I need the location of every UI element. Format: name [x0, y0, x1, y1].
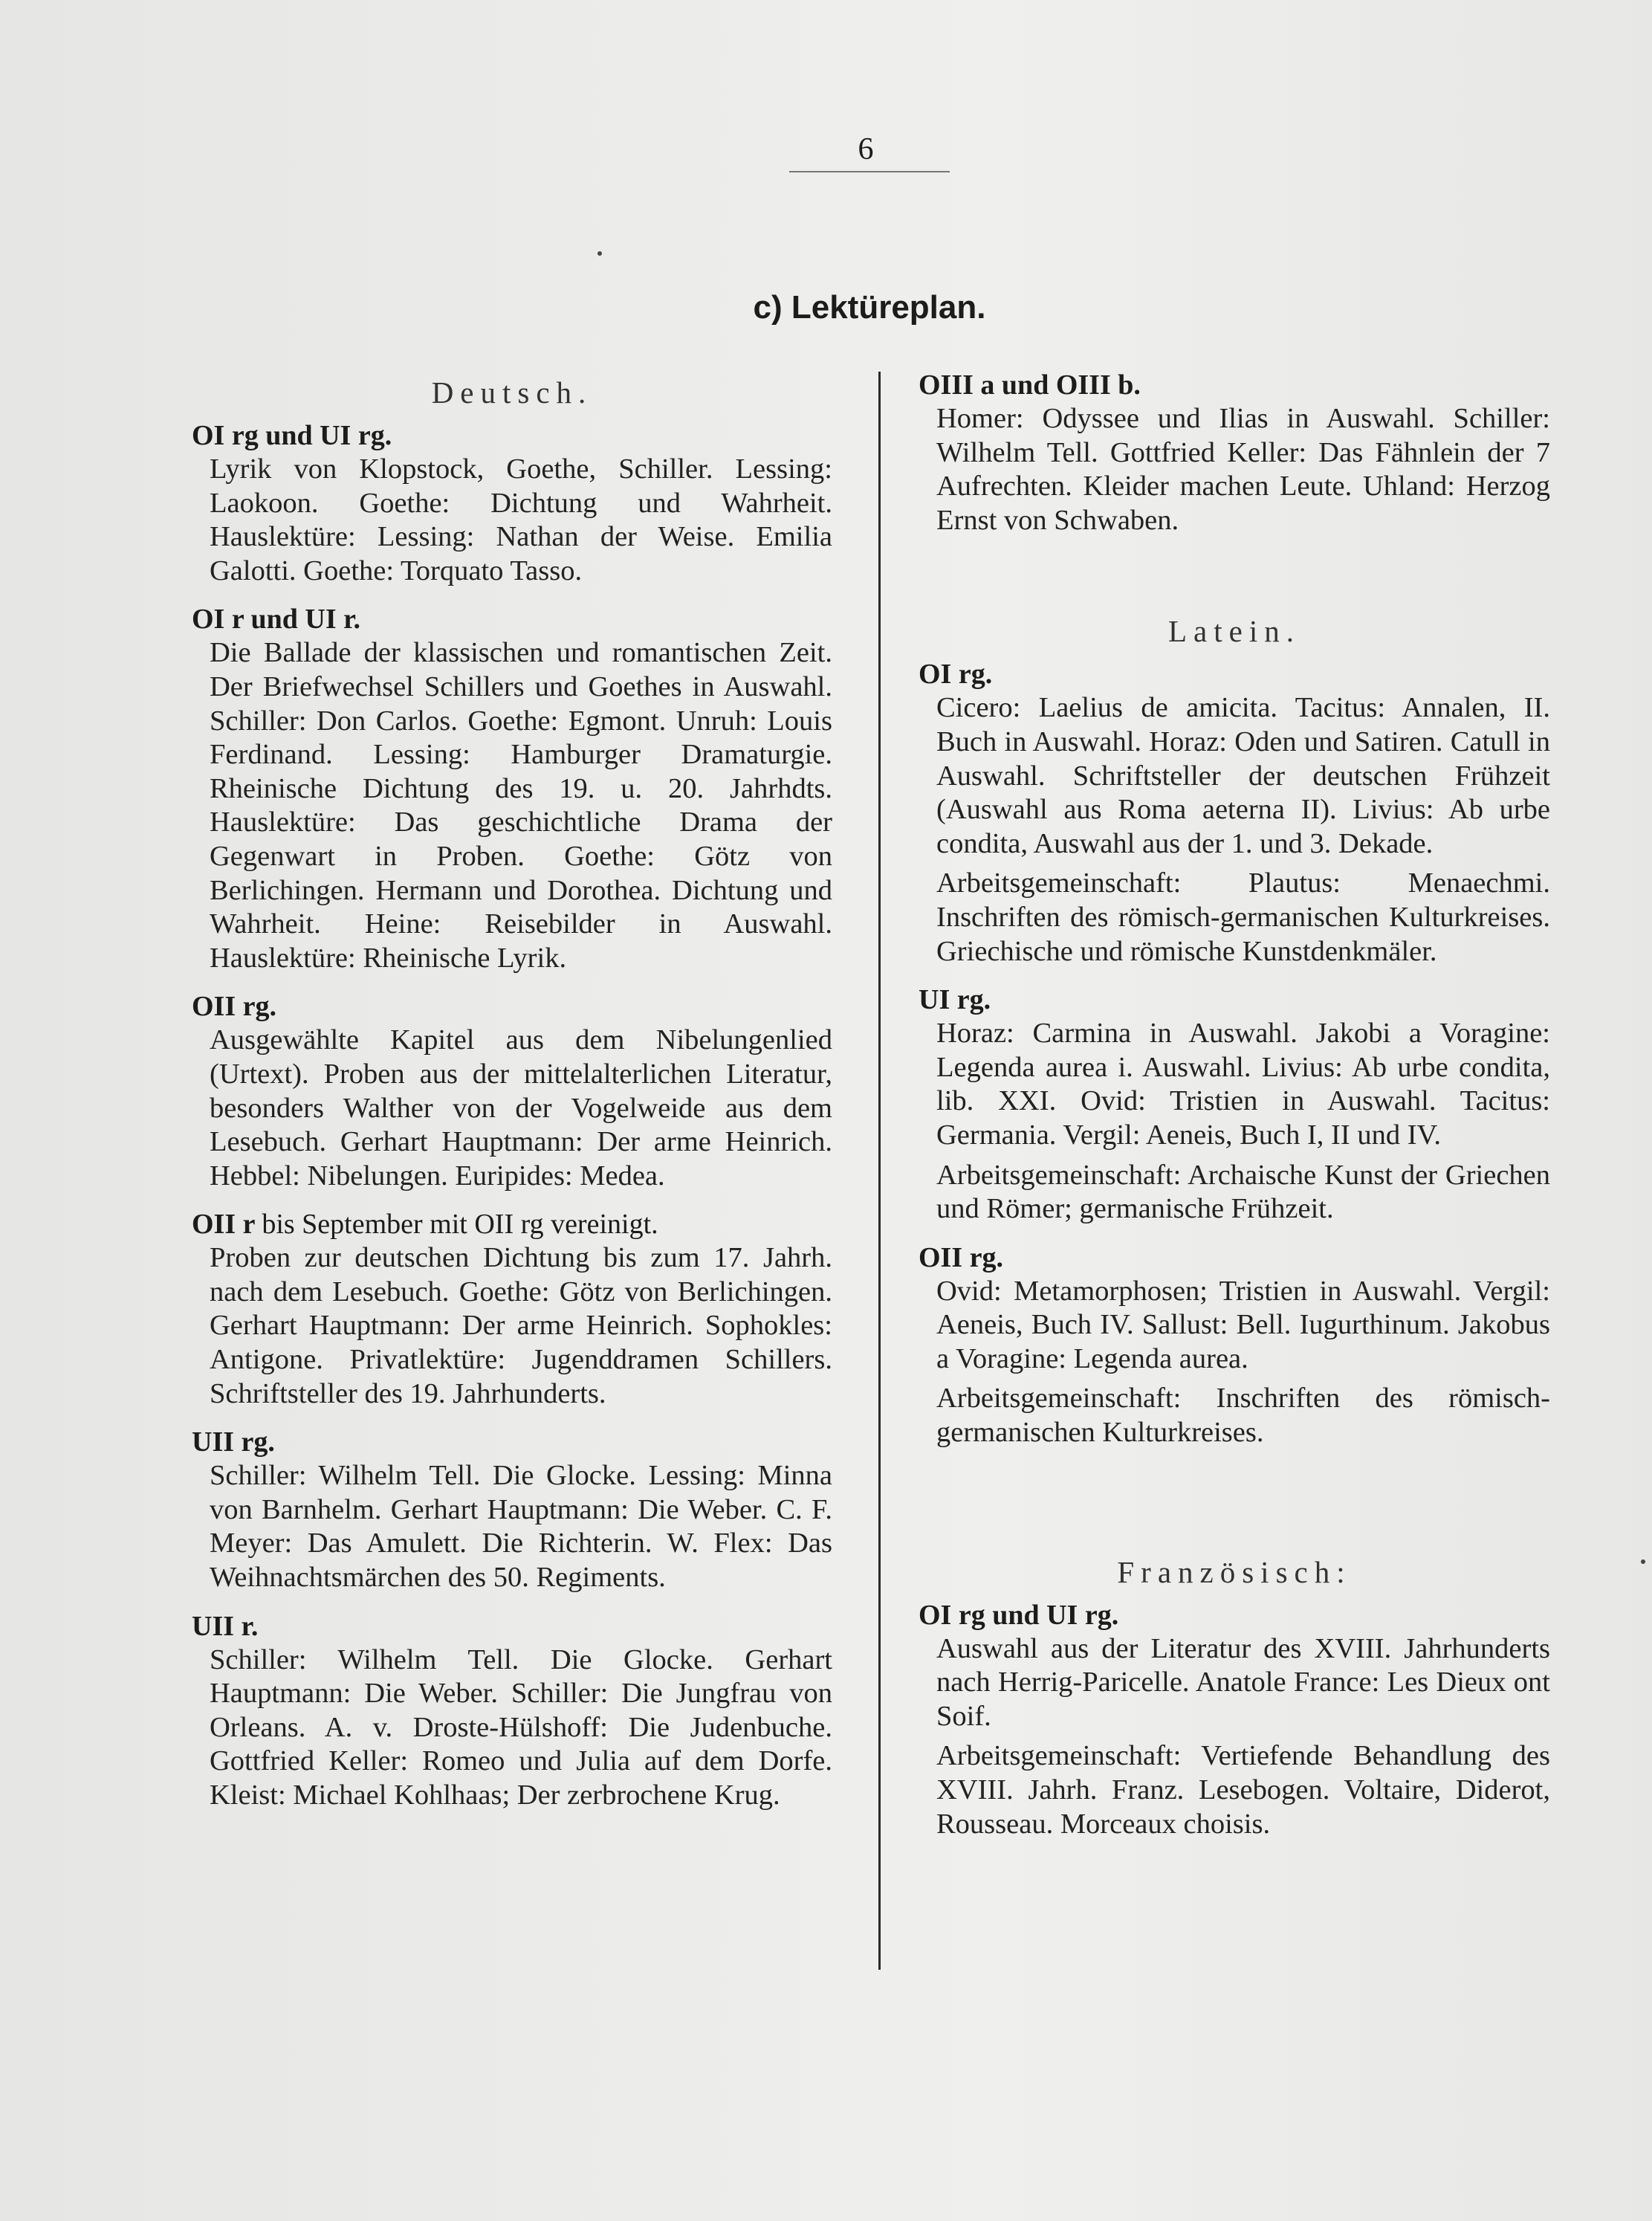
section-text: Homer: Odyssee und Ilias in Auswahl. Schiller: Wilhelm Tell. Gottfried Keller: Das Fähnlein der 7 Aufrechten. Kleider machen Leute. Uhland: Herzog Ernst von Schwaben. [936, 403, 1550, 536]
section-text: Ausgewählte Kapitel aus dem Nibelungenlied (Urtext). Proben aus der mittelalterlichen Literatur, besonders Walther von der Vogelweide aus dem Lesebuch. Gerhart Hauptmann: Der arme Heinrich. Hebbel: Nibelungen. Euripides: Medea. [210, 1024, 832, 1192]
subject-heading-latein: Latein. [1168, 614, 1300, 649]
arbeitsgemeinschaft-text: Arbeitsgemeinschaft: Vertiefende Behandlung des XVIII. Jahrh. Franz. Lesebogen. Voltaire, Diderot, Rousseau. Morceaux choisis. [936, 1740, 1550, 1840]
section-text: Horaz: Carmina in Auswahl. Jakobi a Voragine: Legenda aurea i. Auswahl. Livius: Ab urbe condita, lib. XXI. Ovid: Tristien in Auswahl. Tacitus: Germania. Vergil: Aeneis, Buch I, II und IV. [936, 1018, 1550, 1151]
section-latein-oii-rg [919, 1241, 1550, 1450]
class-heading: OII rg. [192, 991, 276, 1023]
section-text: Ovid: Metamorphosen; Tristien in Auswahl. Vergil: Aeneis, Buch IV. Sallust: Bell. Iugurthinum. Jakobus a Voragine: Legenda aurea. [936, 1275, 1550, 1374]
speck-mark [1641, 1559, 1645, 1564]
section-deutsch-oii-rg [192, 990, 832, 1193]
section-latein-ui-rg [919, 983, 1550, 1226]
section-text: Lyrik von Klopstock, Goethe, Schiller. Lessing: Laokoon. Goethe: Dichtung und Wahrheit. Hauslektüre: Lessing: Nathan der Weise. Emilia Galotti. Goethe: Torquato Tasso. [210, 453, 832, 586]
arbeitsgemeinschaft-text: Arbeitsgemeinschaft: Inschriften des römisch-germanischen Kulturkreises. [936, 1383, 1550, 1449]
section-text: Auswahl aus der Literatur des XVIII. Jahrhunderts nach Herrig-Paricelle. Anatole France: Les Dieux ont Soif. [936, 1632, 1550, 1732]
page-number: 6 [858, 132, 874, 167]
class-label: OII r [192, 1209, 255, 1241]
section-deutsch-uii-r [192, 1610, 832, 1813]
section-text: Proben zur deutschen Dichtung bis zum 17. Jahrh. nach dem Lesebuch. Goethe: Götz von Berlichingen. Gerhart Hauptmann: Der arme Heinrich. Sophokles: Antigone. Privatlektüre: Jugenddramen Schillers. Schriftsteller des 19. Jahrhunderts. [210, 1242, 832, 1409]
column-divider [878, 372, 881, 1970]
section-deutsch-uii-rg [192, 1426, 832, 1594]
class-heading: OI rg. [919, 659, 993, 691]
page-title: c) Lektüreplan. [753, 289, 986, 326]
class-heading: UII r. [192, 1610, 259, 1642]
subject-heading-franzoesisch: Französisch: [1117, 1554, 1352, 1589]
section-franzoesisch-oi-rg [919, 1599, 1550, 1842]
section-deutsch-oi-r [192, 603, 832, 975]
section-latein-oi-rg [919, 658, 1550, 969]
arbeitsgemeinschaft-text: Arbeitsgemeinschaft: Plautus: Menaechmi. Inschriften des römisch-germanischen Kulturkreises. Griechische und römische Kunstdenkmäler. [936, 867, 1550, 967]
section-deutsch-oii-r [192, 1208, 832, 1411]
section-text: Die Ballade der klassischen und romantischen Zeit. Der Briefwechsel Schillers und Goethes in Auswahl. Schiller: Don Carlos. Goethe: Egmont. Unruh: Louis Ferdinand. Lessing: Hamburger Dramaturgie. Rheinische Dichtung des 19. u. 20. Jahrhdts. Hauslektüre: Das geschichtliche Drama der Gegenwart in Proben. Goethe: Götz von Berlichingen. Hermann und Dorothea. Dichtung und Wahrheit. Heine: Reisebilder in Auswahl. Hauslektüre: Rheinische Lyrik. [210, 637, 832, 974]
subject-heading-deutsch: Deutsch. [431, 375, 593, 410]
class-heading: OI rg und UI rg. [919, 1599, 1119, 1631]
section-text: Cicero: Laelius de amicita. Tacitus: Annalen, II. Buch in Auswahl. Horaz: Oden und Satiren. Catull in Auswahl. Schriftsteller der deutschen Frühzeit (Auswahl aus Roma aeterna II). Livius: Ab urbe condita, Auswahl aus der 1. und 3. Dekade. [936, 692, 1550, 859]
speck-mark [597, 251, 602, 256]
class-heading: OI r und UI r. [192, 604, 361, 636]
right-column [919, 369, 1550, 1856]
class-heading-suffix: bis September mit OII rg vereinigt. [262, 1209, 658, 1241]
class-heading: OIII a und OIII b. [919, 369, 1141, 401]
class-heading: OII rg. [919, 1241, 1003, 1273]
page-number-rule [789, 171, 950, 172]
arbeitsgemeinschaft-text: Arbeitsgemeinschaft: Archaische Kunst der Griechen und Römer; germanische Frühzeit. [936, 1159, 1550, 1225]
section-deutsch-oi-rg [192, 419, 832, 588]
left-column [192, 369, 832, 1828]
section-deutsch-oiii [919, 369, 1550, 537]
section-text: Schiller: Wilhelm Tell. Die Glocke. Gerhart Hauptmann: Die Weber. Schiller: Die Jungfrau von Orleans. A. v. Droste-Hülshoff: Die Judenbuche. Gottfried Keller: Romeo und Julia auf dem Dorfe. Kleist: Michael Kohlhaas; Der zerbrochene Krug. [210, 1643, 832, 1811]
class-heading: OI rg und UI rg. [192, 420, 392, 451]
class-heading: UI rg. [919, 984, 991, 1016]
class-heading: UII rg. [192, 1426, 275, 1458]
section-text: Schiller: Wilhelm Tell. Die Glocke. Lessing: Minna von Barnhelm. Gerhart Hauptmann: Die Weber. C. F. Meyer: Das Amulett. Die Richterin. W. Flex: Das Weihnachtsmärchen des 50. Regiments. [210, 1460, 832, 1594]
class-heading [192, 1208, 832, 1241]
